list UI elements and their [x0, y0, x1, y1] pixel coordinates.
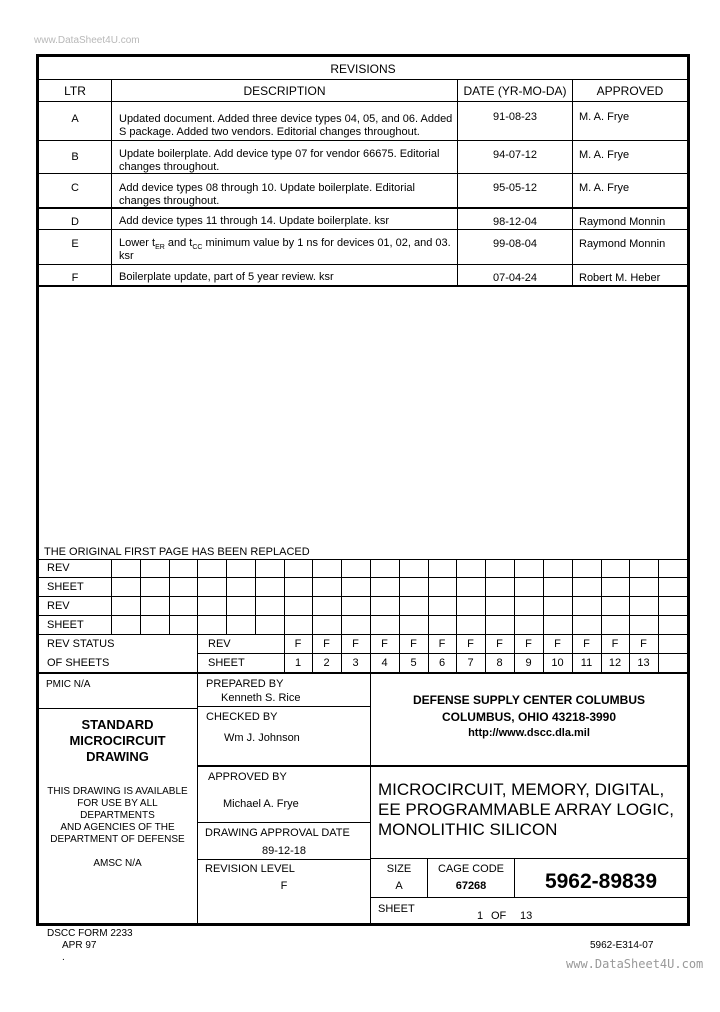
- rev-status-label: REV STATUS: [47, 638, 115, 650]
- rev-ltr: A: [71, 113, 79, 125]
- grid-label-rev-1: REV: [47, 562, 70, 574]
- revision-level-label: REVISION LEVEL: [205, 863, 295, 875]
- agency-address: DEFENSE SUPPLY CENTER COLUMBUS COLUMBUS, OHIO 43218-3990 http://www.dscc.dla.mil: [371, 692, 687, 740]
- replaced-note: THE ORIGINAL FIRST PAGE HAS BEEN REPLACED: [44, 546, 310, 558]
- sheet-value: 2: [323, 657, 330, 669]
- agency-url: http://www.dscc.dla.mil: [468, 727, 590, 739]
- rev-value: F: [611, 638, 619, 650]
- rev-value: F: [410, 638, 417, 650]
- sheet-value: 3: [352, 657, 359, 669]
- watermark-bottom: www.DataSheet4U.com: [566, 957, 704, 971]
- pmic-label: PMIC N/A: [46, 679, 91, 690]
- col-approved: APPROVED: [596, 84, 664, 98]
- rev-desc-line2: changes throughout.: [119, 195, 220, 207]
- size-value: A: [395, 880, 403, 892]
- sheet-value: 8: [496, 657, 503, 669]
- rev-value: F: [467, 638, 474, 650]
- sheet-value: 10: [551, 657, 564, 669]
- rev-value: F: [381, 638, 388, 650]
- rev-value: F: [323, 638, 330, 650]
- doc-code: 5962-E314-07: [590, 940, 654, 951]
- checked-by-label: CHECKED BY: [206, 711, 278, 723]
- rev-date: 95-05-12: [492, 182, 538, 194]
- sheet-value: 4: [381, 657, 388, 669]
- revision-level-value: F: [280, 880, 288, 892]
- col-date: DATE (YR-MO-DA): [463, 84, 567, 98]
- sheet-value: 7: [467, 657, 474, 669]
- sheet-label: SHEET: [378, 903, 415, 915]
- cage-code-value: 67268: [455, 880, 487, 892]
- rev-value: F: [438, 638, 446, 650]
- rev-ltr: B: [71, 151, 79, 163]
- rev-desc-line1: Update boilerplate. Add device type 07 for vendor 66675. Editorial: [119, 148, 440, 160]
- rev-desc-line2: S package. Added two vendors. Editorial changes throughout.: [119, 126, 420, 138]
- grid-label-sheet-2: SHEET: [47, 619, 84, 631]
- rev-desc-line1: Add device types 08 through 10. Update boilerplate. Editorial: [119, 182, 415, 194]
- sheet-value: 9: [525, 657, 532, 669]
- sheet-value: 12: [608, 657, 622, 669]
- standard-microcircuit-drawing: STANDARD MICROCIRCUIT DRAWING: [69, 717, 166, 764]
- rev-approved: Raymond Monnin: [579, 216, 666, 228]
- drawing-title: MICROCIRCUIT, MEMORY, DIGITAL, EE PROGRAMMABLE ARRAY LOGIC, MONOLITHIC SILICON: [378, 780, 675, 839]
- sheet-value: 11: [580, 657, 593, 669]
- drawing-approval-date-label: DRAWING APPROVAL DATE: [205, 827, 350, 839]
- col-ltr: LTR: [64, 84, 86, 98]
- rev-value: F: [640, 638, 647, 650]
- rev-date: 07-04-24: [492, 272, 538, 284]
- frame-right: [687, 54, 690, 926]
- rev-status-rev-label: REV: [208, 638, 231, 650]
- approved-by-label: APPROVED BY: [208, 771, 287, 783]
- rev-date: 99-08-04: [492, 238, 538, 250]
- rev-desc-line2: changes throughout.: [119, 161, 220, 173]
- rev-desc-line1: Add device types 11 through 14. Update boilerplate. ksr: [119, 215, 390, 227]
- rev-value: F: [352, 638, 359, 650]
- rev-value: F: [496, 638, 503, 650]
- sheet-value: 13: [637, 657, 650, 669]
- frame-bottom: [36, 923, 690, 926]
- revisions-title: REVISIONS: [330, 62, 396, 76]
- checked-by-value: Wm J. Johnson: [224, 732, 300, 744]
- drawing-approval-date-value: 89-12-18: [261, 845, 307, 857]
- rev-ltr: D: [71, 216, 79, 228]
- size-label: SIZE: [386, 863, 412, 875]
- form-number: DSCC FORM 2233: [47, 928, 133, 939]
- watermark-top: www.DataSheet4U.com: [34, 35, 140, 46]
- footer-dot: .: [62, 952, 65, 963]
- rev-desc-line1: Lower $t_{ER}$ and $t_{CC}$ minimum value by 1 ns for devices 01, 02, and 03.: [119, 237, 451, 252]
- prepared-by-value: Kenneth S. Rice: [221, 692, 301, 704]
- grid-label-rev-2: REV: [47, 600, 70, 612]
- drawing-number: 5962-89839: [544, 870, 658, 893]
- rev-value: F: [525, 638, 532, 650]
- rev-approved: Raymond Monnin: [579, 238, 666, 250]
- rev-approved: M. A. Frye: [579, 182, 630, 194]
- prepared-by-label: PREPARED BY: [206, 678, 284, 690]
- rev-desc-line2: ksr: [119, 250, 134, 262]
- frame-top: [36, 54, 690, 57]
- rev-ltr: C: [71, 182, 79, 194]
- rev-date: 98-12-04: [492, 216, 538, 228]
- availability-note: THIS DRAWING IS AVAILABLE FOR USE BY ALL DEPARTMENTS AND AGENCIES OF THE DEPARTMENT OF DEFENSE: [47, 786, 188, 845]
- rev-approved: M. A. Frye: [579, 149, 630, 161]
- grid-label-sheet-1: SHEET: [47, 581, 84, 593]
- of-sheets-label: OF SHEETS: [47, 657, 110, 669]
- sheet-value: 1: [294, 657, 302, 669]
- rev-approved: M. A. Frye: [579, 111, 630, 123]
- sheet-number: 1: [477, 910, 484, 922]
- sheet-value: 5: [410, 657, 417, 669]
- rev-desc-line1: Boilerplate update, part of 5 year review. ksr: [119, 271, 334, 283]
- sheet-total: 13: [520, 910, 533, 922]
- amsc-label: AMSC N/A: [93, 858, 142, 869]
- sheet-of: OF: [491, 910, 507, 922]
- rev-ltr: F: [71, 272, 79, 284]
- rev-ltr: E: [71, 238, 79, 250]
- rev-value: F: [583, 638, 590, 650]
- rev-value: F: [554, 638, 561, 650]
- rev-desc-line1: Updated document. Added three device types 04, 05, and 06. Added: [119, 113, 453, 125]
- rev-status-sheet-label: SHEET: [208, 657, 245, 669]
- rev-value: F: [294, 638, 302, 650]
- rev-date: 94-07-12: [492, 149, 538, 161]
- col-description: DESCRIPTION: [243, 84, 326, 98]
- rev-approved: Robert M. Heber: [579, 272, 661, 284]
- approved-by-value: Michael A. Frye: [223, 798, 299, 810]
- form-date: APR 97: [62, 940, 97, 951]
- rev-date: 91-08-23: [492, 111, 538, 123]
- sheet-value: 6: [438, 657, 446, 669]
- cage-code-label: CAGE CODE: [437, 863, 504, 875]
